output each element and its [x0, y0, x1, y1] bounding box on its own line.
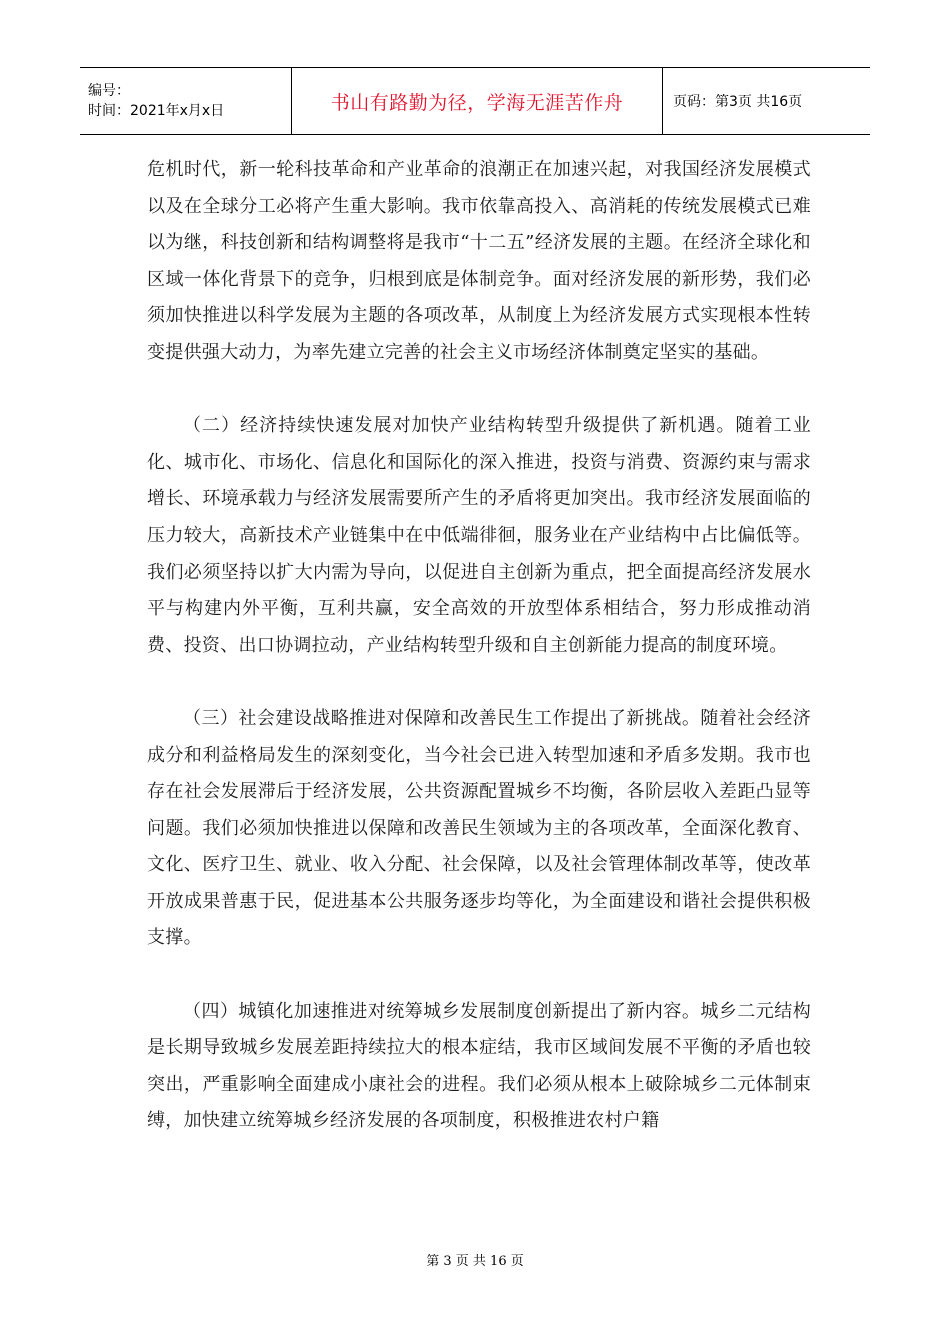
- paragraph-section-2: （二）经济持续快速发展对加快产业结构转型升级提供了新机遇。随着工业化、城市化、市场化、信息化和国际化的深入推进，投资与消费、资源约束与需求增长、环境承载力与经济发展需要所产生的矛盾将更加突出。我市经济发展面临的压力较大，高新技术产业链集中在中低端徘徊，服务业在产业结构中占比偏低等。我们必须坚持以扩大内需为导向，以促进自主创新为重点，把全面提高经济发展水平与构建内外平衡，互利共赢，安全高效的开放型体系相结合，努力形成推动消费、投资、出口协调拉动，产业结构转型升级和自主创新能力提高的制度环境。: [147, 415, 811, 656]
- page-footer: 第 3 页 共 16 页: [426, 1254, 524, 1269]
- paragraph-section-4: （四）城镇化加速推进对统筹城乡发展制度创新提出了新内容。城乡二元结构是长期导致城乡发展差距持续拉大的根本症结，我市区域间发展不平衡的矛盾也较突出，严重影响全面建成小康社会的进程。我们必须从根本上破除城乡二元体制束缚，加快建立统筹城乡经济发展的各项制度，积极推进农村户籍: [147, 1000, 811, 1132]
- header-page-number: 页码：第3页 共16页: [673, 94, 803, 110]
- header-meta: [80, 68, 292, 134]
- header-motto: 书山有路勤为径，学海无涯苦作舟: [292, 68, 663, 134]
- document-number-label: 编号：: [88, 83, 130, 99]
- document-body: [147, 152, 811, 1177]
- paragraph-continuation: 危机时代，新一轮科技革命和产业革命的浪潮正在加速兴起，对我国经济发展模式以及在全球分工必将产生重大影响。我市依靠高投入、高消耗的传统发展模式已难以为继，科技创新和结构调整将是我市“十二五”经济发展的主题。在经济全球化和区域一体化背景下的竞争，归根到底是体制竞争。面对经济发展的新形势，我们必须加快推进以科学发展为主题的各项改革，从制度上为经济发展方式实现根本性转变提供强大动力，为率先建立完善的社会主义市场经济体制奠定坚实的基础。: [147, 159, 811, 363]
- paragraph-section-3: （三）社会建设战略推进对保障和改善民生工作提出了新挑战。随着社会经济成分和利益格局发生的深刻变化，当今社会已进入转型加速和矛盾多发期。我市也存在社会发展滞后于经济发展，公共资源配置城乡不均衡，各阶层收入差距凸显等问题。我们必须加快推进以保障和改善民生领域为主的各项改革，全面深化教育、文化、医疗卫生、就业、收入分配、社会保障，以及社会管理体制改革等，使改革开放成果普惠于民，促进基本公共服务逐步均等化，为全面建设和谐社会提供积极支撑。: [147, 707, 811, 949]
- document-date-label: 时间：2021年x月x日: [88, 103, 225, 119]
- page-header: [80, 67, 870, 135]
